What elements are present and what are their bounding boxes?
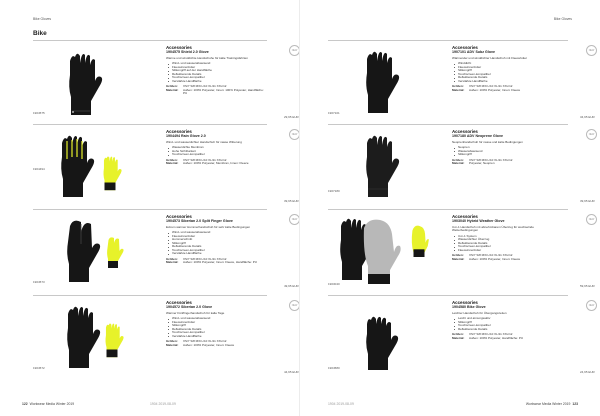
product-info xyxy=(166,300,264,347)
material-row: Material: Polyester, Neopren xyxy=(452,161,495,166)
product-card xyxy=(328,125,595,208)
product-category: Accessories xyxy=(452,300,478,305)
feature-item: Silikongriff auf der Handfläche xyxy=(172,69,264,73)
feature-item: Hohe Sichtbarkeit xyxy=(172,150,264,154)
product-image-area xyxy=(33,45,153,121)
feature-item: Fleeceinnenfutter xyxy=(172,321,264,325)
feature-item: Touchscreen-kompatibel xyxy=(172,153,264,157)
sizes-row: Größen: XS/7 S/8 M/9 L/10 XL/11 XXL/12 xyxy=(452,84,513,89)
product-price: 24,95 EUR xyxy=(580,370,595,374)
running-header-left: Bike Gloves xyxy=(33,17,52,21)
feature-item: Touchscreen-kompatibel xyxy=(172,76,264,80)
feature-item: Neopren xyxy=(458,146,550,150)
product-description: Leichter Handschuh für Übergangszeiten xyxy=(452,310,507,315)
product-category: Accessories xyxy=(452,214,478,219)
product-code: 1907101 xyxy=(328,111,340,115)
sizes-row: Größen: XS/7 S/8 M/9 L/10 XL/11 XXL/12 xyxy=(452,253,513,258)
glove-image xyxy=(328,300,448,376)
feature-item: Reflektierende Details xyxy=(458,76,550,80)
feature-list xyxy=(166,231,264,256)
feature-item: Fleeceinnenfutter xyxy=(172,235,264,239)
product-name: 1904575 Shield 2.0 Glove xyxy=(166,50,209,54)
feature-item: Wasserdichter Überzug xyxy=(458,238,550,242)
glove-image xyxy=(33,45,153,121)
product-card xyxy=(328,296,595,379)
product-name: 1904573 Siberian 2.0 Split Finger Glove xyxy=(166,219,233,223)
feature-list xyxy=(452,62,550,83)
feature-item: Fleeceinnenfutter xyxy=(458,66,550,70)
material-row: Material: Außen: 100% Polyester, Innen: Fleece xyxy=(166,342,235,347)
feature-item: Reflektierende Details xyxy=(172,73,264,77)
glove-image xyxy=(328,45,448,121)
product-image-area xyxy=(328,214,448,290)
material-row: Material: Außen: 100% Polyester, Innen: 100% Polyester, Handfläche: PU xyxy=(166,87,264,96)
feature-item: Silikongriff xyxy=(458,321,550,325)
footer-note: 1904 2019-08-09 xyxy=(150,402,176,406)
product-card xyxy=(328,41,595,124)
product-code: 1904572 xyxy=(33,366,45,370)
feature-item: Fleeceinnenfutter xyxy=(458,249,550,253)
product-description: Wind- und wasserdichter Handschuh für nasse Witterung xyxy=(166,139,242,144)
material-row: Material: Außen: 100% Polyester, Membran, Innen: Fleece xyxy=(166,161,249,166)
new-badge: NEW xyxy=(289,45,300,56)
product-info xyxy=(166,214,264,265)
product-image-area xyxy=(33,129,153,205)
product-description: Warmer Fünffingerhandschuh für kalte Tage xyxy=(166,310,225,315)
footer-note: 1904 2019-08-09 xyxy=(328,402,354,406)
sizes-row: Größen: XS/7 S/8 M/9 L/10 XL/11 XXL/12 xyxy=(166,84,227,89)
sizes-row: Größen: XS/7 S/8 M/9 L/10 XL/11 XXL/12 xyxy=(452,332,513,337)
feature-list xyxy=(452,235,550,253)
feature-item: Touchscreen-kompatibel xyxy=(458,245,550,249)
product-category: Accessories xyxy=(452,45,478,50)
feature-item: Leicht und atmungsaktiv xyxy=(458,317,550,321)
page-number: 122 xyxy=(22,402,28,406)
product-info xyxy=(452,300,550,340)
product-code: 1903040 xyxy=(328,282,340,286)
feature-item: Touchscreen-kompatibel xyxy=(458,324,550,328)
product-price: 39,95 EUR xyxy=(284,199,299,203)
product-card xyxy=(33,41,300,124)
sizes-row: Größen: XS/7 S/8 M/9 L/10 XL/11 XXL/12 xyxy=(166,157,227,162)
product-card xyxy=(33,210,300,293)
product-category: Accessories xyxy=(166,45,192,50)
product-info xyxy=(452,45,550,92)
right-page xyxy=(300,0,600,416)
sizes-row: Größen: XS/7 S/8 M/9 L/10 XL/11 XXL/12 xyxy=(166,339,227,344)
new-badge: NEW xyxy=(586,129,597,140)
glove-image xyxy=(33,300,153,376)
feature-item: Verstärkte Handfläche xyxy=(172,335,264,339)
product-image-area xyxy=(328,300,448,376)
new-badge: NEW xyxy=(289,300,300,311)
running-header-right: Bike Gloves xyxy=(553,17,572,21)
product-code: 1904573 xyxy=(33,280,45,284)
product-category: Accessories xyxy=(166,300,192,305)
material-row: Material: Außen: 100% Polyester, Innen: Fleece, Handfläche: PU xyxy=(166,260,257,265)
sizes-row: Größen: XS/7 S/8 M/9 L/10 XL/11 XXL/12 xyxy=(166,256,227,261)
product-code: 1904580 xyxy=(328,366,340,370)
product-card xyxy=(328,210,595,293)
page-footer xyxy=(526,402,578,406)
product-description: 3-in-1 Handschuh mit abnehmbarem Überzug für wechselnde Wetterbedingungen xyxy=(452,224,534,233)
new-badge: NEW xyxy=(586,300,597,311)
product-price: 49,95 EUR xyxy=(284,284,299,288)
product-name: 1907101 ADV Subz Glove xyxy=(452,50,496,54)
glove-image xyxy=(328,129,448,205)
feature-list xyxy=(166,317,264,338)
sizes-row: Größen: XS/7 S/8 M/9 L/10 XL/11 XXL/12 xyxy=(452,157,513,162)
product-category: Accessories xyxy=(452,129,478,134)
product-name: 1904580 Bike Glove xyxy=(452,305,486,309)
new-badge: NEW xyxy=(289,129,300,140)
product-description: Wärmender und winddichter Handschuh mit Fleecefutter xyxy=(452,55,528,60)
feature-item: Reflektierende Details xyxy=(172,245,264,249)
feature-item: Reflektierende Details xyxy=(458,328,550,332)
product-description: Warme und winddichte Handschuhe für kalte Trainingsfahrten xyxy=(166,55,248,60)
feature-item: Winddicht xyxy=(458,62,550,66)
feature-item: Touchscreen-kompatibel xyxy=(172,331,264,335)
product-image-area xyxy=(33,300,153,376)
product-price: 39,95 EUR xyxy=(580,199,595,203)
feature-list xyxy=(452,317,550,331)
page-footer xyxy=(22,402,74,406)
product-info xyxy=(166,45,264,96)
material-row: Material: Außen: 100% Polyester, Innen: Fleece xyxy=(452,87,521,92)
product-name: 1904494 Rain Glove 2.0 xyxy=(166,134,206,138)
product-code: 1904494 xyxy=(33,167,45,171)
feature-item: Wasserabweisend xyxy=(458,150,550,154)
new-badge: NEW xyxy=(586,214,597,225)
feature-list xyxy=(452,146,550,157)
product-price: 34,95 EUR xyxy=(580,115,595,119)
feature-item: Wasserdichte Membran xyxy=(172,146,264,150)
product-info xyxy=(166,129,264,166)
product-card xyxy=(33,296,300,379)
section-title: Bike xyxy=(33,30,47,37)
new-badge: NEW xyxy=(289,214,300,225)
product-image-area xyxy=(328,129,448,205)
product-name: 1904572 Siberian 2.0 Glove xyxy=(166,305,213,309)
feature-item: Reflektierende Details xyxy=(458,242,550,246)
feature-item: Wind- und wasserabweisend xyxy=(172,317,264,321)
feature-list xyxy=(166,62,264,83)
product-image-area xyxy=(328,45,448,121)
product-price: 44,95 EUR xyxy=(284,370,299,374)
product-code: 1904575 xyxy=(33,111,45,115)
footer-title: Workwear Media Winter 2019 xyxy=(29,402,75,406)
feature-item: 3-in-1 System xyxy=(458,235,550,239)
glove-image xyxy=(328,214,448,290)
product-name: 1903040 Hybrid Weather Glove xyxy=(452,219,505,223)
feature-item: Wind- und wasserabweisend xyxy=(172,62,264,66)
feature-item: Fleeceinnenfutter xyxy=(172,66,264,70)
product-price: 29,95 EUR xyxy=(284,115,299,119)
feature-item: Touchscreen-kompatibel xyxy=(172,249,264,253)
feature-item: Touchscreen-kompatibel xyxy=(458,73,550,77)
feature-item: Silikongriff xyxy=(458,153,550,157)
new-badge: NEW xyxy=(586,45,597,56)
product-description: Extrem warmer Hummerhandschuh für sehr kalte Bedingungen xyxy=(166,224,251,229)
feature-item: Reflektierende Details xyxy=(172,328,264,332)
feature-item: Silikongriff xyxy=(458,69,550,73)
product-info xyxy=(452,214,550,261)
feature-item: Verstärkte Handfläche xyxy=(458,80,550,84)
material-row: Material: Außen: 100% Polyester, Innen: Fleece xyxy=(452,256,521,261)
material-row: Material: Außen: 100% Polyester, Handfläche: PU xyxy=(452,335,524,340)
feature-list xyxy=(166,146,264,157)
product-info xyxy=(452,129,550,166)
feature-item: Verstärkte Handfläche xyxy=(172,252,264,256)
feature-item: Verstärkte Handfläche xyxy=(172,80,264,84)
product-card xyxy=(33,125,300,208)
footer-title: Workwear Media Winter 2019 xyxy=(525,402,571,406)
glove-image xyxy=(33,214,153,290)
product-description: Neoprenhandschuh für nasse und kalte Bedingungen xyxy=(452,139,523,144)
product-code: 1907180 xyxy=(328,189,340,193)
feature-item: Silikongriff xyxy=(172,324,264,328)
glove-image xyxy=(33,129,153,205)
page-number: 123 xyxy=(572,402,578,406)
product-image-area xyxy=(33,214,153,290)
feature-item: Silikongriff xyxy=(172,242,264,246)
product-name: 1907180 ADV Neoprene Glove xyxy=(452,134,504,138)
product-price: 59,95 EUR xyxy=(580,284,595,288)
feature-item: Wind- und wasserabweisend xyxy=(172,231,264,235)
product-category: Accessories xyxy=(166,214,192,219)
product-category: Accessories xyxy=(166,129,192,134)
feature-item: Hummerschnitt xyxy=(172,238,264,242)
